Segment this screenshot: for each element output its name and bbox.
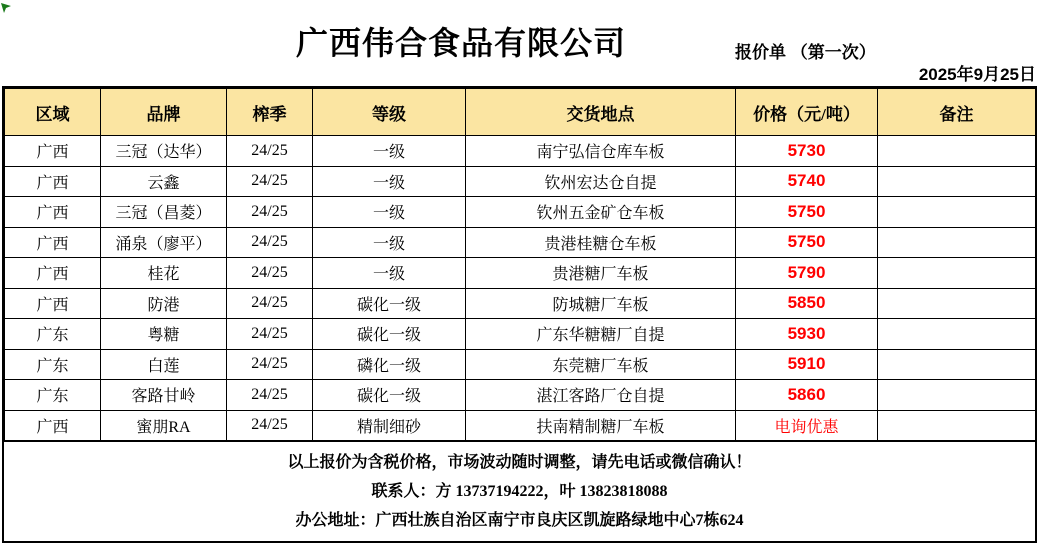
cell-region: 广西 xyxy=(5,136,101,167)
cell-season: 24/25 xyxy=(227,380,313,411)
table-row xyxy=(5,349,1036,380)
cell-price: 5860 xyxy=(736,380,878,411)
cell-region: 广西 xyxy=(5,288,101,319)
table-header-row xyxy=(5,89,1036,136)
cell-price: 5750 xyxy=(736,227,878,258)
col-header-region: 区域 xyxy=(5,89,101,136)
col-header-price: 价格（元/吨） xyxy=(736,89,878,136)
quotation-sheet xyxy=(2,86,1037,543)
cell-delivery: 南宁弘信仓库车板 xyxy=(466,136,736,167)
cell-brand: 防港 xyxy=(101,288,227,319)
footer-disclaimer: 以上报价为含税价格，市场波动随时调整，请先电话或微信确认！ xyxy=(287,454,752,471)
cell-grade: 一级 xyxy=(313,227,466,258)
cell-note xyxy=(878,319,1036,350)
table-row xyxy=(5,288,1036,319)
cell-price: 5750 xyxy=(736,197,878,228)
table-row xyxy=(5,319,1036,350)
table-row xyxy=(5,166,1036,197)
cell-season: 24/25 xyxy=(227,166,313,197)
cell-note xyxy=(878,197,1036,228)
cell-region: 广西 xyxy=(5,227,101,258)
cell-price: 5910 xyxy=(736,349,878,380)
cell-note xyxy=(878,288,1036,319)
cell-note xyxy=(878,410,1036,441)
table-row xyxy=(5,136,1036,167)
table-row xyxy=(5,227,1036,258)
footer-notes xyxy=(4,441,1035,541)
cell-note xyxy=(878,166,1036,197)
cell-season: 24/25 xyxy=(227,288,313,319)
cell-note xyxy=(878,349,1036,380)
page-subtitle: 报价单 （第一次） xyxy=(735,43,876,62)
cell-grade: 一级 xyxy=(313,258,466,289)
cell-delivery: 扶南精制糖厂车板 xyxy=(466,410,736,441)
cell-price: 5730 xyxy=(736,136,878,167)
footer-address: 办公地址：广西壮族自治区南宁市良庆区凯旋路绿地中心7栋624 xyxy=(295,512,744,529)
cell-region: 广东 xyxy=(5,319,101,350)
cell-grade: 一级 xyxy=(313,166,466,197)
cell-season: 24/25 xyxy=(227,197,313,228)
cell-grade: 碳化一级 xyxy=(313,319,466,350)
col-header-brand: 品牌 xyxy=(101,89,227,136)
cell-note xyxy=(878,136,1036,167)
cell-brand: 涌泉（廖平） xyxy=(101,227,227,258)
cell-season: 24/25 xyxy=(227,410,313,441)
cell-brand: 蜜朋RA xyxy=(101,410,227,441)
cell-brand: 白莲 xyxy=(101,349,227,380)
table-body xyxy=(5,136,1036,441)
cell-delivery: 广东华糖糖厂自提 xyxy=(466,319,736,350)
col-header-note: 备注 xyxy=(878,89,1036,136)
cell-delivery: 钦州五金矿仓车板 xyxy=(466,197,736,228)
page-title: 广西伟合食品有限公司 xyxy=(295,25,626,61)
cell-grade: 一级 xyxy=(313,136,466,167)
cell-brand: 三冠（昌菱） xyxy=(101,197,227,228)
cell-grade: 一级 xyxy=(313,197,466,228)
cell-brand: 客路甘岭 xyxy=(101,380,227,411)
footer-contacts: 联系人：方 13737194222，叶 13823818088 xyxy=(371,483,668,500)
table-row xyxy=(5,258,1036,289)
cell-brand: 三冠（达华） xyxy=(101,136,227,167)
cell-region: 广东 xyxy=(5,349,101,380)
cell-region: 广西 xyxy=(5,197,101,228)
cell-season: 24/25 xyxy=(227,136,313,167)
col-header-grade: 等级 xyxy=(313,89,466,136)
cell-grade: 磷化一级 xyxy=(313,349,466,380)
cell-price: 5740 xyxy=(736,166,878,197)
cell-region: 广西 xyxy=(5,410,101,441)
cell-price: 5790 xyxy=(736,258,878,289)
page-date: 2025年9月25日 xyxy=(918,65,1036,84)
cell-price: 电询优惠 xyxy=(736,410,878,441)
cell-delivery: 贵港糖厂车板 xyxy=(466,258,736,289)
cell-season: 24/25 xyxy=(227,258,313,289)
cell-delivery: 东莞糖厂车板 xyxy=(466,349,736,380)
cell-note xyxy=(878,380,1036,411)
col-header-delivery: 交货地点 xyxy=(466,89,736,136)
cell-price: 5930 xyxy=(736,319,878,350)
table-row xyxy=(5,380,1036,411)
cell-season: 24/25 xyxy=(227,227,313,258)
cell-grade: 碳化一级 xyxy=(313,288,466,319)
cell-brand: 云鑫 xyxy=(101,166,227,197)
table-row xyxy=(5,410,1036,441)
cell-grade: 精制细砂 xyxy=(313,410,466,441)
cell-region: 广西 xyxy=(5,258,101,289)
cell-region: 广东 xyxy=(5,380,101,411)
cell-brand: 桂花 xyxy=(101,258,227,289)
green-corner-arrow-icon xyxy=(1,3,13,15)
cell-delivery: 湛江客路厂仓自提 xyxy=(466,380,736,411)
col-header-season: 榨季 xyxy=(227,89,313,136)
quotation-table xyxy=(4,88,1036,441)
cell-note xyxy=(878,227,1036,258)
cell-note xyxy=(878,258,1036,289)
table-row xyxy=(5,197,1036,228)
table-header xyxy=(5,89,1036,136)
cell-price: 5850 xyxy=(736,288,878,319)
cell-grade: 碳化一级 xyxy=(313,380,466,411)
cell-brand: 粤糖 xyxy=(101,319,227,350)
cell-season: 24/25 xyxy=(227,319,313,350)
cell-delivery: 贵港桂糖仓车板 xyxy=(466,227,736,258)
cell-delivery: 钦州宏达仓自提 xyxy=(466,166,736,197)
cell-region: 广西 xyxy=(5,166,101,197)
cell-delivery: 防城糖厂车板 xyxy=(466,288,736,319)
cell-season: 24/25 xyxy=(227,349,313,380)
